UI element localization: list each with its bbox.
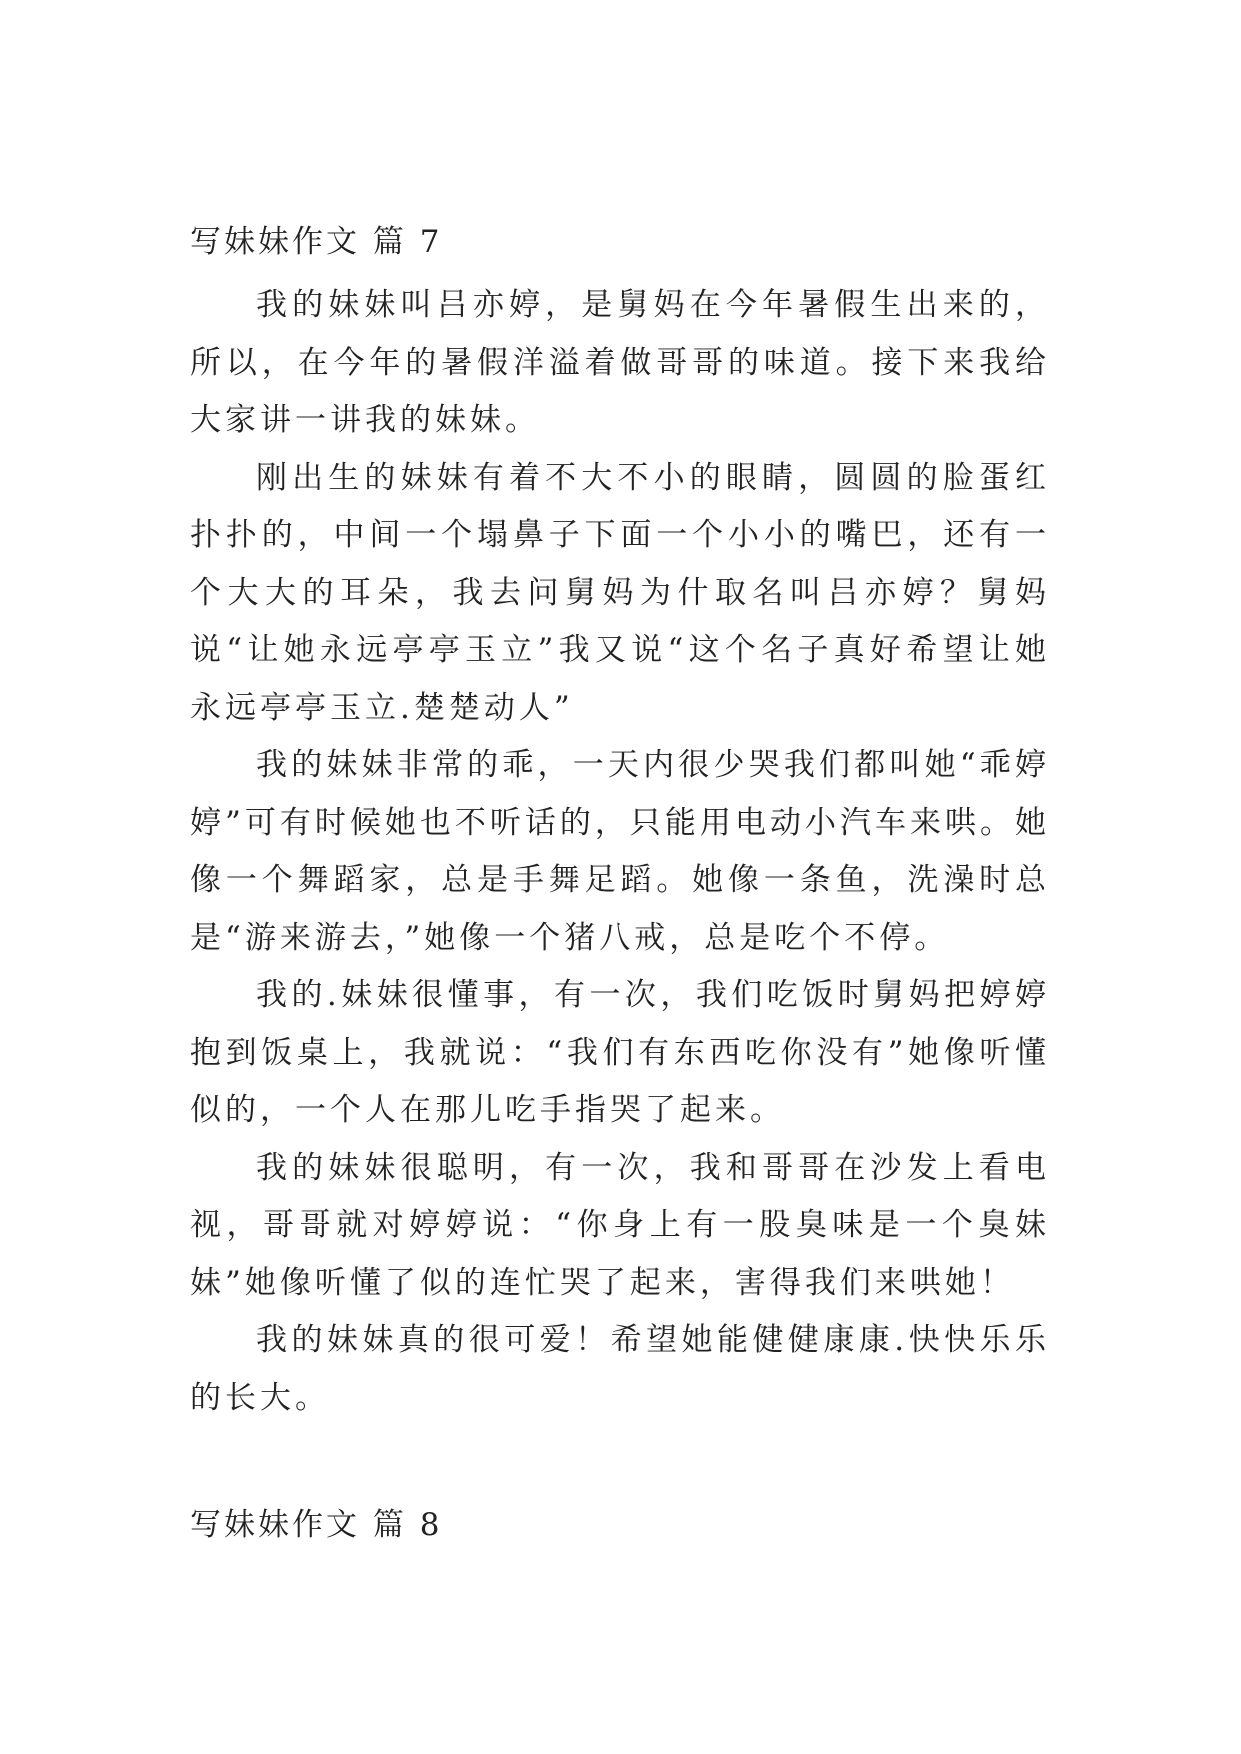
section-title-7: 写妹妹作文 篇 7 (190, 224, 443, 260)
paragraph: 刚出生的妹妹有着不大不小的眼睛，圆圆的脸蛋红扑扑的，中间一个塌鼻子下面一个小小的嘴巴，还有一个大大的耳朵，我去问舅妈为什取名叫吕亦婷？舅妈说“让她永远亭亭玉立”我又说“这个名子真好希望让她永远亭亭玉立.楚楚动人” (190, 459, 1050, 726)
essay-body (190, 277, 1050, 1427)
paragraph: 我的妹妹叫吕亦婷，是舅妈在今年暑假生出来的，所以，在今年的暑假洋溢着做哥哥的味道。接下来我给大家讲一讲我的妹妹。 (190, 287, 1050, 438)
section-title-8: 写妹妹作文 篇 8 (190, 1507, 443, 1543)
paragraph: 我的妹妹非常的乖，一天内很少哭我们都叫她“乖婷婷”可有时候她也不听话的，只能用电动小汽车来哄。她像一个舞蹈家，总是手舞足蹈。她像一条鱼，洗澡时总是“游来游去，”她像一个猪八戒，总是吃个不停。 (190, 747, 1050, 956)
paragraph: 我的妹妹真的很可爱！希望她能健健康康.快快乐乐的长大。 (190, 1322, 1050, 1416)
paragraph: 我的妹妹很聪明，有一次，我和哥哥在沙发上看电视，哥哥就对婷婷说：“你身上有一股臭味是一个臭妹妹”她像听懂了似的连忙哭了起来，害得我们来哄她！ (190, 1149, 1050, 1301)
paragraph: 我的.妹妹很懂事，有一次，我们吃饭时舅妈把婷婷抱到饭桌上，我就说：“我们有东西吃你没有”她像听懂似的，一个人在那儿吃手指哭了起来。 (190, 977, 1050, 1128)
